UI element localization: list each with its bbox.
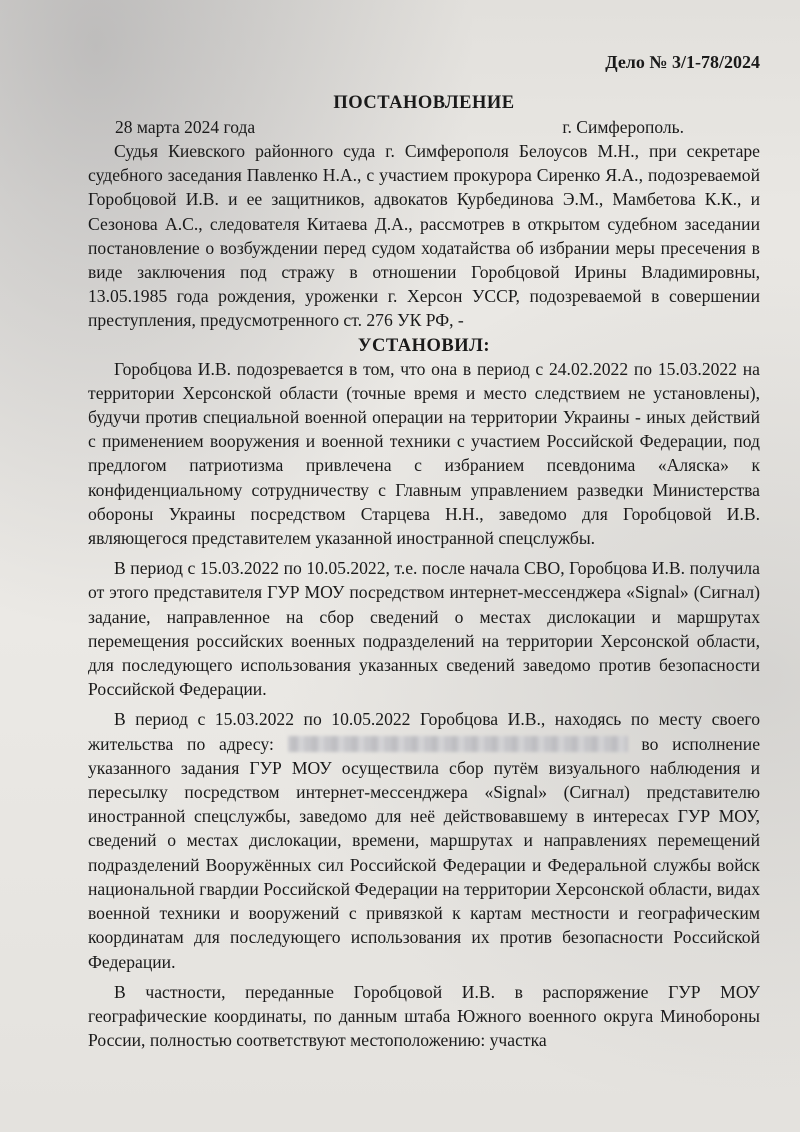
address-paragraph [88, 707, 760, 973]
date-line [88, 115, 760, 139]
document-city: г. Симферополь. [562, 117, 684, 137]
address-paragraph-start: В период с 15.03.2022 по 10.05.2022 Горобцова И.В., находясь по месту своего жительства по адресу: [88, 709, 760, 754]
address-paragraph-end: во исполнение указанного задания ГУР МОУ осуществила сбор путём визуального наблюдения и пересылку посредством интернет-мессенджера «Signal» (Сигнал) представителю иностранной спецслужбы, заведомо для неё действовавшему в интересах ГУР МОУ, сведений о местах дислокации, времени, маршрутах и направлениях перемещений подразделений Вооружённых сил Российской Федерации и Федеральной службы войск национальной гвардии Российской Федерации на территории Херсонской области, видах военной техники и вооружений с привязкой к картам местности и географическим координатам для последующего использования их против безопасности Российской Федерации. [88, 733, 760, 972]
document-date: 28 марта 2024 года [115, 117, 256, 137]
document-title: ПОСТАНОВЛЕНИЕ [333, 93, 515, 113]
section-heading: УСТАНОВИЛ: [357, 335, 491, 356]
final-paragraph: В частности, переданные Горобцовой И.В. в распоряжение ГУР МОУ географические координаты, по данным штаба Южного военного округа Минобороны России, полностью соответствуют местоположению: участка [88, 981, 760, 1051]
body-paragraph: Горобцова И.В. подозревается в том, что она в период с 24.02.2022 по 15.03.2022 на территории Херсонской области (точные время и место следствием не установлены), будучи против специальной военной операции на территории Украины - иных действий с применением вооружения и военной техники с участием Российской Федерации, под предлогом патриотизма привлечена с избранием псевдонима «Аляска» к конфиденциальному сотрудничеству с Главным управлением разведки Министерства обороны Украины посредством Старцева Н.Н., заведомо для Горобцовой И.В. являющегося представителем указанной иностранной спецслужбы. [88, 358, 760, 549]
intro-paragraph: Судья Киевского районного суда г. Симферополя Белоусов М.Н., при секретаре судебного заседания Павленко Н.А., с участием прокурора Сиренко Я.А., подозреваемой Горобцовой И.В. и ее защитников, адвокатов Курбединова Э.М., Мамбетова К.К., и Сезонова А.С., следователя Китаева Д.А., рассмотрев в открытом судебном заседании постановление о возбуждении перед судом ходатайства об избрании меры пресечения в виде заключения под стражу в отношении Горобцовой Ирины Владимировны, 13.05.1985 года рождения, уроженки г. Херсон УССР, подозреваемой в совершении преступления, предусмотренного ст. 276 УК РФ, - [88, 141, 760, 331]
body-paragraph: В период с 15.03.2022 по 10.05.2022, т.е. после начала СВО, Горобцова И.В. получила от этого представителя ГУР МОУ посредством интернет-мессенджера «Signal» (Сигнал) задание, направленное на сбор сведений о местах дислокации и маршрутах перемещения российских военных подразделений на территории Херсонской области, для последующего использования указанных сведений заведомо против безопасности Российской Федерации. [88, 558, 760, 700]
case-number: Дело № 3/1-78/2024 [605, 52, 760, 72]
redacted-address-blur [288, 736, 628, 752]
